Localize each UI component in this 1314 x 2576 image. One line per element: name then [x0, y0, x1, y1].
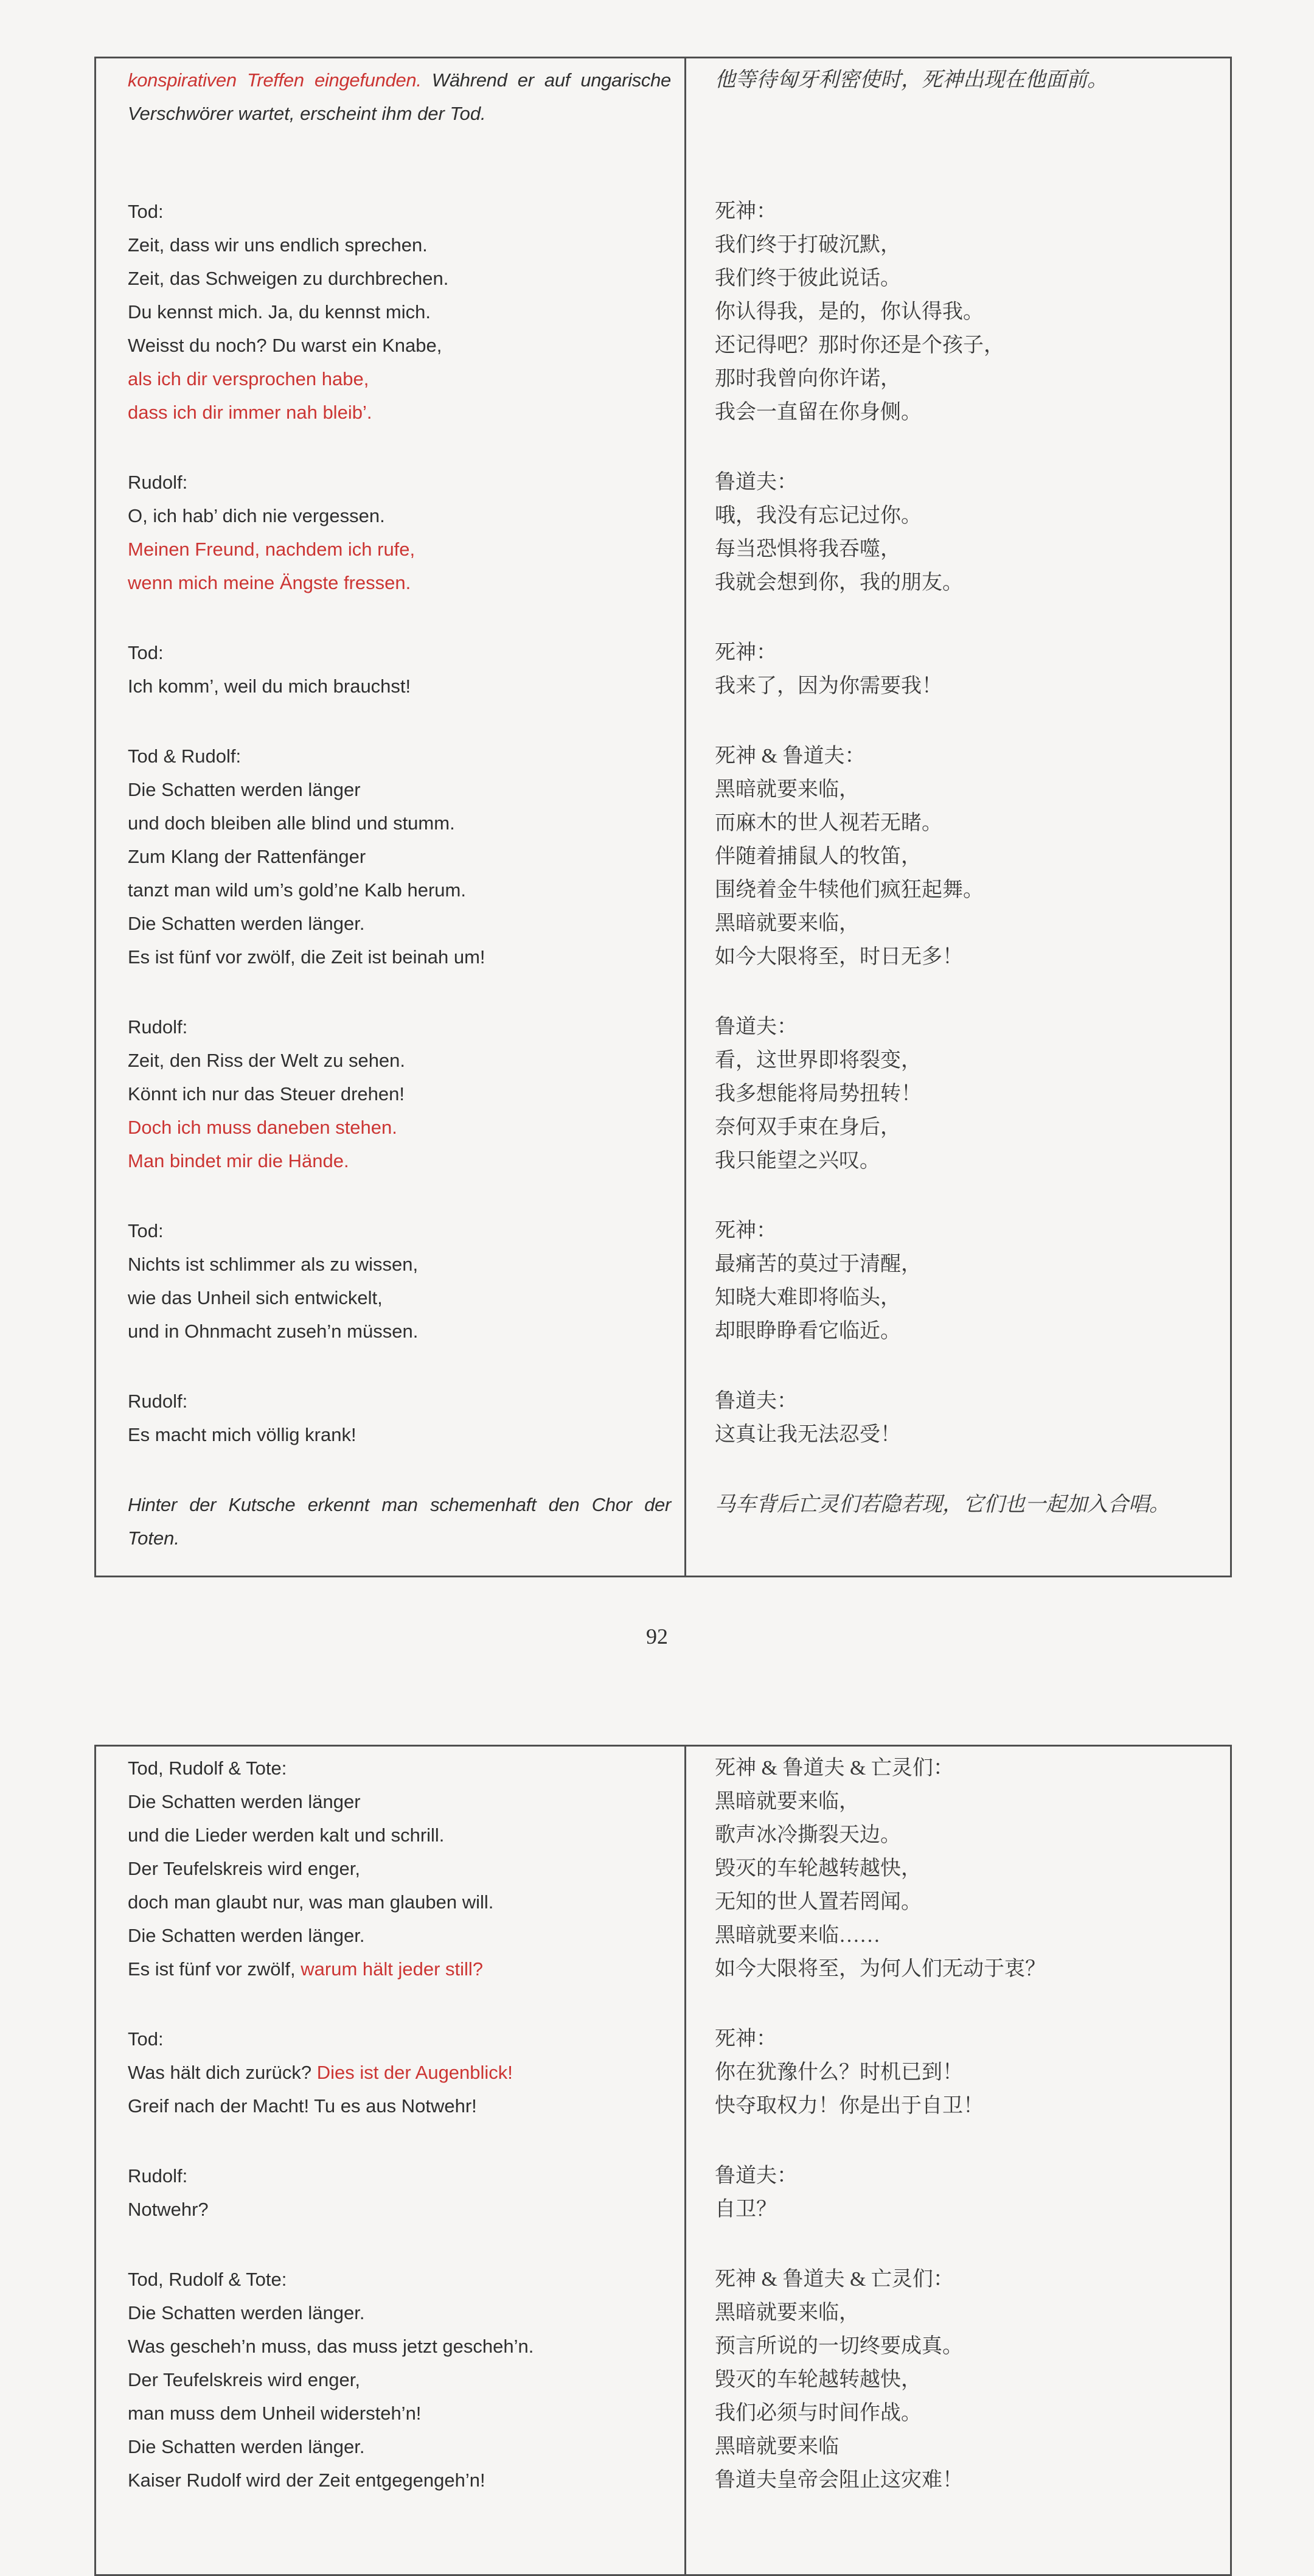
lyric-text: 歌声冰冷撕裂天边。 — [715, 1824, 901, 1846]
lyric-line — [715, 1852, 1218, 1885]
lyric-text: 我们终于打破沉默， — [715, 234, 901, 256]
lyric-text: man muss dem Unheil widersteh’n! — [128, 2403, 422, 2424]
lyric-line — [128, 1214, 671, 1248]
lyric-line — [715, 840, 1218, 873]
lyric-line — [128, 1314, 671, 1348]
lyric-text: Ich komm’, weil du mich brauchst! — [128, 675, 411, 697]
lyric-text: Kaiser Rudolf wird der Zeit entgegengeh’n! — [128, 2470, 485, 2491]
lyric-line — [715, 873, 1218, 907]
lyric-line — [715, 1418, 1218, 1451]
lyric-line — [715, 1144, 1218, 1178]
lyric-text: Zeit, den Riss der Welt zu sehen. — [128, 1050, 406, 1071]
lyric-text: 你在犹豫什么？时机已到！ — [715, 2061, 963, 2084]
lyric-line — [128, 2193, 671, 2226]
lyric-line — [715, 1111, 1218, 1144]
lyric-text: und doch bleiben alle blind und stumm. — [128, 812, 455, 834]
chinese-lyrics-cell — [684, 195, 1230, 429]
lyric-line — [128, 228, 671, 262]
lyric-line — [715, 566, 1218, 599]
lyric-red-text: dass ich dir immer nah bleib’. — [128, 402, 372, 423]
lyric-line — [128, 63, 671, 97]
lyrics-table-page-93 — [94, 1745, 1232, 2576]
lyric-text: 这真让我无法忍受！ — [715, 1423, 901, 1446]
lyric-text: Die Schatten werden länger — [128, 779, 361, 800]
lyric-line — [128, 499, 671, 532]
lyrics-table-page-92 — [94, 57, 1232, 1577]
lyric-text: 死神： — [715, 1220, 777, 1242]
lyric-line — [128, 1111, 671, 1144]
lyric-text: Könnt ich nur das Steuer drehen! — [128, 1083, 405, 1105]
lyric-text: 快夺取权力！你是出于自卫！ — [715, 2095, 984, 2117]
lyric-line — [128, 1488, 671, 1521]
lyric-line — [128, 840, 671, 873]
chinese-lyrics-cell — [684, 636, 1230, 703]
german-lyrics-cell — [96, 2022, 684, 2123]
german-lyrics-cell — [96, 63, 684, 130]
lyric-text: Die Schatten werden länger — [128, 1791, 361, 1812]
chinese-lyrics-cell — [684, 2159, 1230, 2226]
lyric-line — [128, 1248, 671, 1281]
lyric-text: 黑暗就要来临…… — [715, 1924, 880, 1947]
lyric-text: 毁灭的车轮越转越快， — [715, 2368, 922, 2391]
lyric-text: 最痛苦的莫过于清醒， — [715, 1253, 922, 1276]
lyric-line — [715, 228, 1218, 262]
lyric-text: 死神 & 鲁道夫 & 亡灵们： — [715, 1757, 954, 1779]
lyrics-grid — [96, 58, 1230, 1576]
lyric-line — [715, 2463, 1218, 2497]
lyric-text: 我们必须与时间作战。 — [715, 2402, 922, 2424]
lyric-text: 毁灭的车轮越转越快， — [715, 1857, 922, 1880]
lyric-line — [128, 739, 671, 773]
lyric-text: 如今大限将至，时日无多！ — [715, 946, 963, 968]
lyric-line — [128, 1044, 671, 1077]
lyric-line — [715, 2193, 1218, 2226]
lyric-line — [715, 2022, 1218, 2056]
lyric-text: 鲁道夫： — [715, 1390, 798, 1412]
german-lyrics-cell — [96, 636, 684, 703]
lyric-text: 鲁道夫： — [715, 2165, 798, 2187]
lyric-text: 死神 & 鲁道夫： — [715, 745, 866, 767]
lyric-line — [128, 636, 671, 669]
lyric-text: 黑暗就要来临， — [715, 912, 860, 935]
lyric-text: 伴随着捕鼠人的牧笛， — [715, 845, 922, 868]
lyric-line — [128, 329, 671, 362]
lyric-text: Tod: — [128, 1220, 164, 1241]
lyric-line — [128, 2463, 671, 2497]
lyric-line — [715, 806, 1218, 840]
lyric-text: 却眼睁睁看它临近。 — [715, 1320, 901, 1342]
german-lyrics-cell — [96, 2159, 684, 2226]
german-lyrics-cell — [96, 1384, 684, 1451]
lyric-line — [715, 1885, 1218, 1919]
lyric-line — [128, 806, 671, 840]
lyric-line — [715, 362, 1218, 396]
lyric-text: Rudolf: — [128, 2165, 188, 2187]
lyric-line — [715, 63, 1218, 97]
lyric-text: 那时我曾向你许诺， — [715, 368, 901, 390]
german-lyrics-cell — [96, 1751, 684, 1986]
lyric-line — [715, 2330, 1218, 2363]
chinese-lyrics-cell — [684, 739, 1230, 974]
lyric-line — [715, 2089, 1218, 2123]
german-lyrics-cell — [96, 466, 684, 599]
lyric-line — [128, 907, 671, 940]
lyric-text: doch man glaubt nur, was man glauben will. — [128, 1891, 494, 1913]
lyric-text: Es ist fünf vor zwölf, — [128, 1958, 301, 1980]
lyric-line — [715, 1488, 1218, 1521]
lyric-text: Rudolf: — [128, 472, 188, 493]
lyric-text: 如今大限将至，为何人们无动于衷？ — [715, 1958, 1046, 1980]
lyric-red-text: Doch ich muss daneben stehen. — [128, 1117, 397, 1138]
chinese-lyrics-cell — [684, 1010, 1230, 1178]
lyric-text: 黑暗就要来临 — [715, 2435, 839, 2458]
lyric-text: Verschwörer wartet, erscheint ihm der Tod. — [128, 103, 486, 124]
lyric-line — [128, 1852, 671, 1885]
lyric-line — [715, 1214, 1218, 1248]
lyric-text: 围绕着金牛犊他们疯狂起舞。 — [715, 879, 984, 901]
lyric-line — [715, 1314, 1218, 1348]
lyrics-grid — [96, 1747, 1230, 2518]
lyric-line — [128, 2159, 671, 2193]
lyric-line — [128, 1144, 671, 1178]
lyric-text: wie das Unheil sich entwickelt, — [128, 1287, 383, 1308]
lyric-line — [128, 566, 671, 599]
lyric-line — [128, 669, 671, 703]
lyric-text: Es macht mich völlig krank! — [128, 1424, 356, 1445]
lyric-text: 我会一直留在你身侧。 — [715, 401, 922, 424]
lyric-text: Du kennst mich. Ja, du kennst mich. — [128, 301, 431, 323]
lyric-text: Was gescheh’n muss, das muss jetzt gescheh’n. — [128, 2336, 534, 2357]
lyric-text: Weisst du noch? Du warst ein Knabe, — [128, 335, 442, 356]
lyric-line — [128, 2263, 671, 2296]
lyric-line — [128, 1952, 671, 1986]
lyric-line — [128, 466, 671, 499]
column-divider-line — [684, 1747, 686, 2574]
lyric-red-text: als ich dir versprochen habe, — [128, 368, 369, 389]
chinese-lyrics-cell — [684, 1488, 1230, 1555]
lyric-text: Tod: — [128, 201, 164, 222]
lyric-line — [715, 1384, 1218, 1418]
lyric-line — [715, 2396, 1218, 2430]
lyric-text: Tod, Rudolf & Tote: — [128, 2269, 287, 2290]
lyric-red-text: Meinen Freund, nachdem ich rufe, — [128, 539, 415, 560]
lyric-text: 我们终于彼此说话。 — [715, 267, 901, 290]
lyric-line — [715, 195, 1218, 228]
german-lyrics-cell — [96, 2263, 684, 2497]
lyric-text: Zeit, dass wir uns endlich sprechen. — [128, 234, 428, 256]
lyric-line — [715, 2296, 1218, 2330]
lyric-line — [715, 1785, 1218, 1818]
lyric-line — [715, 1281, 1218, 1314]
lyric-text: 死神： — [715, 200, 777, 223]
lyric-text: 自卫？ — [715, 2198, 777, 2221]
lyric-line — [128, 1818, 671, 1852]
lyric-line — [128, 262, 671, 295]
lyric-line — [715, 907, 1218, 940]
lyric-line — [128, 2396, 671, 2430]
lyric-text: Der Teufelskreis wird enger, — [128, 2369, 360, 2390]
german-lyrics-cell — [96, 1214, 684, 1348]
german-lyrics-cell — [96, 739, 684, 974]
page-number: 92 — [646, 1624, 668, 1649]
chinese-lyrics-cell — [684, 1384, 1230, 1451]
lyric-text: Rudolf: — [128, 1016, 188, 1038]
lyric-red-text: wenn mich meine Ängste fressen. — [128, 572, 411, 593]
lyric-line — [715, 295, 1218, 329]
lyric-line — [715, 940, 1218, 974]
lyric-line — [128, 1919, 671, 1952]
lyric-line — [715, 1751, 1218, 1785]
lyric-red-text: konspirativen Treffen eingefunden. — [128, 69, 422, 91]
lyric-line — [128, 2363, 671, 2396]
lyric-line — [128, 362, 671, 396]
lyric-line — [128, 940, 671, 974]
lyric-red-text: warum hält jeder still? — [301, 1958, 484, 1980]
lyric-line — [715, 1248, 1218, 1281]
lyric-text: 哦，我没有忘记过你。 — [715, 504, 922, 527]
lyric-text: Die Schatten werden länger. — [128, 2302, 365, 2323]
lyric-text: 你认得我，是的，你认得我。 — [715, 301, 984, 323]
lyric-text: und in Ohnmacht zuseh’n müssen. — [128, 1321, 419, 1342]
lyric-line — [128, 873, 671, 907]
column-divider-line — [684, 58, 686, 1576]
lyric-line — [128, 1785, 671, 1818]
lyric-line — [715, 739, 1218, 773]
lyric-line — [128, 773, 671, 806]
lyric-line — [715, 2159, 1218, 2193]
lyric-text: Zum Klang der Rattenfänger — [128, 846, 366, 867]
lyric-text: 我来了，因为你需要我！ — [715, 675, 942, 697]
lyric-text: 我多想能将局势扭转！ — [715, 1083, 922, 1105]
lyric-line — [128, 1521, 671, 1555]
lyric-line — [128, 2296, 671, 2330]
lyric-text: 黑暗就要来临， — [715, 778, 860, 801]
lyric-text: Tod: — [128, 642, 164, 663]
lyric-line — [128, 2330, 671, 2363]
lyric-line — [715, 2363, 1218, 2396]
lyric-text: 鲁道夫皇帝会阻止这灾难！ — [715, 2469, 963, 2491]
lyric-line — [128, 97, 671, 130]
lyric-text: Die Schatten werden länger. — [128, 913, 365, 934]
lyric-line — [715, 396, 1218, 429]
lyric-text: 奈何双手束在身后， — [715, 1116, 901, 1139]
lyric-line — [715, 1952, 1218, 1986]
lyric-text: Die Schatten werden länger. — [128, 1925, 365, 1946]
lyric-line — [715, 329, 1218, 362]
lyric-line — [128, 396, 671, 429]
lyric-line — [128, 1077, 671, 1111]
lyric-line — [715, 466, 1218, 499]
lyric-text: O, ich hab’ dich nie vergessen. — [128, 505, 385, 526]
lyric-red-text: Man bindet mir die Hände. — [128, 1150, 349, 1171]
chinese-lyrics-cell — [684, 63, 1230, 130]
lyric-line — [128, 1418, 671, 1451]
lyric-line — [128, 295, 671, 329]
lyric-text: Notwehr? — [128, 2199, 209, 2220]
lyric-line — [715, 499, 1218, 532]
lyric-text: 我就会想到你，我的朋友。 — [715, 571, 963, 594]
lyric-line — [715, 532, 1218, 566]
lyric-line — [715, 1919, 1218, 1952]
lyric-line — [128, 1010, 671, 1044]
lyric-text: 还记得吧？那时你还是个孩子， — [715, 334, 1004, 357]
german-lyrics-cell — [96, 1010, 684, 1178]
lyric-text: 无知的世人置若罔闻。 — [715, 1891, 922, 1913]
lyric-line — [715, 1818, 1218, 1852]
lyric-line — [715, 2263, 1218, 2296]
lyric-line — [128, 532, 671, 566]
lyric-text: 预言所说的一切终要成真。 — [715, 2335, 963, 2358]
lyric-text: Zeit, das Schweigen zu durchbrechen. — [128, 268, 449, 289]
german-lyrics-cell — [96, 1488, 684, 1555]
lyric-line — [715, 669, 1218, 703]
lyric-text: Tod, Rudolf & Tote: — [128, 1757, 287, 1779]
lyric-text: 而麻木的世人视若无睹。 — [715, 812, 942, 834]
lyric-text: 死神 & 鲁道夫 & 亡灵们： — [715, 2268, 954, 2291]
chinese-lyrics-cell — [684, 1751, 1230, 1986]
lyric-text: 每当恐惧将我吞噬， — [715, 538, 901, 560]
lyric-text: Rudolf: — [128, 1391, 188, 1412]
lyric-line — [715, 2056, 1218, 2089]
lyric-text: 知晓大难即将临头， — [715, 1286, 901, 1309]
lyric-line — [128, 2430, 671, 2463]
lyric-text: Der Teufelskreis wird enger, — [128, 1858, 360, 1879]
chinese-lyrics-cell — [684, 1214, 1230, 1348]
chinese-lyrics-cell — [684, 2022, 1230, 2123]
lyric-text: 死神： — [715, 641, 777, 664]
lyric-line — [128, 1384, 671, 1418]
lyric-text: Die Schatten werden länger. — [128, 2436, 365, 2457]
lyric-text: 他等待匈牙利密使时，死神出现在他面前。 — [715, 69, 1108, 91]
lyric-text: Was hält dich zurück? — [128, 2062, 317, 2083]
lyric-text: Tod & Rudolf: — [128, 745, 242, 767]
lyric-text: 死神： — [715, 2028, 777, 2050]
german-lyrics-cell — [96, 195, 684, 429]
lyric-line — [715, 773, 1218, 806]
lyric-text: 我只能望之兴叹。 — [715, 1150, 880, 1172]
lyric-text: 黑暗就要来临， — [715, 1790, 860, 1813]
lyric-text: Nichts ist schlimmer als zu wissen, — [128, 1254, 419, 1275]
lyric-line — [715, 1044, 1218, 1077]
lyric-line — [715, 636, 1218, 669]
lyric-line — [128, 2022, 671, 2056]
lyric-line — [715, 1010, 1218, 1044]
lyric-text: 马车背后亡灵们若隐若现，它们也一起加入合唱。 — [715, 1493, 1170, 1516]
lyric-red-text: Dies ist der Augenblick! — [316, 2062, 513, 2083]
lyric-text: Tod: — [128, 2028, 164, 2050]
lyric-text: 鲁道夫： — [715, 1016, 798, 1038]
lyric-text: 鲁道夫： — [715, 471, 798, 494]
lyric-line — [715, 262, 1218, 295]
chinese-lyrics-cell — [684, 2263, 1230, 2497]
lyric-line — [128, 195, 671, 228]
lyric-line — [128, 2089, 671, 2123]
lyric-text: 黑暗就要来临， — [715, 2302, 860, 2324]
lyric-line — [128, 1885, 671, 1919]
lyric-line — [128, 1281, 671, 1314]
lyric-text: Es ist fünf vor zwölf, die Zeit ist beinah um! — [128, 946, 485, 968]
lyric-line — [715, 2430, 1218, 2463]
lyric-line — [128, 2056, 671, 2089]
lyric-text: Greif nach der Macht! Tu es aus Notwehr! — [128, 2095, 477, 2117]
lyric-text: 看，这世界即将裂变， — [715, 1049, 922, 1072]
lyric-text: Hinter der Kutsche erkennt man schemenhaft den Chor der — [128, 1494, 671, 1515]
lyric-line — [715, 1077, 1218, 1111]
lyric-text: Toten. — [128, 1527, 180, 1549]
lyric-text: und die Lieder werden kalt und schrill. — [128, 1824, 445, 1846]
lyric-line — [128, 1751, 671, 1785]
lyric-text: Während er auf ungarische — [421, 69, 671, 91]
chinese-lyrics-cell — [684, 466, 1230, 599]
lyric-text: tanzt man wild um’s gold’ne Kalb herum. — [128, 879, 466, 901]
